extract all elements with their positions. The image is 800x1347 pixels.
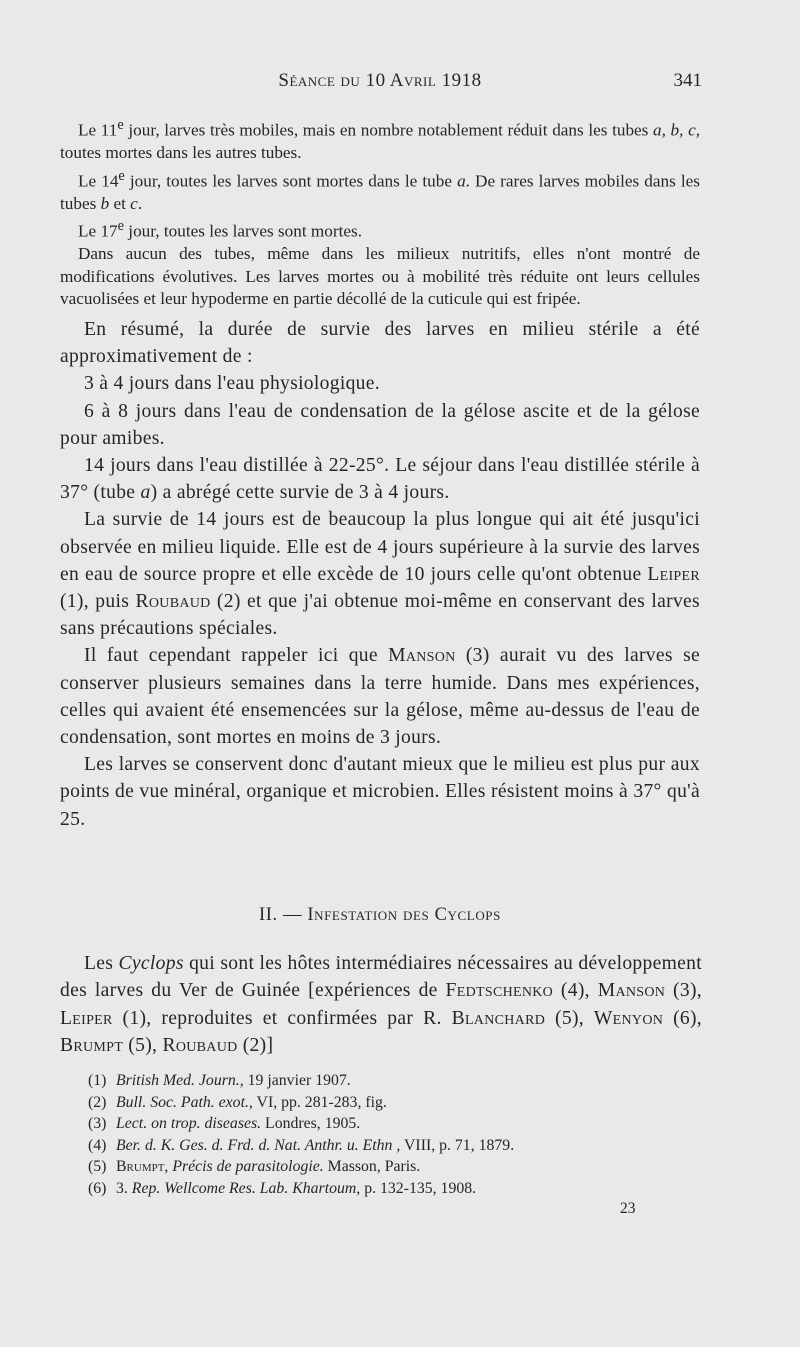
paragraph: Les larves se conservent donc d'autant mieux que le milieu est plus pur aux points de vue minéral, organique et microbien. Elles résistent moins à 37° qu'à 25. [60, 754, 700, 830]
footnote-source: Précis de parasitologie. [172, 1158, 324, 1175]
text-fragment: (5), [545, 1007, 594, 1029]
printer-signature-mark: 23 [620, 1200, 636, 1217]
text-fragment: jour, toutes les larves sont mortes dans le tube [124, 171, 458, 191]
paragraph: En résumé, la durée de survie des larves en milieu stérile a été approximativement de : [60, 319, 700, 368]
page-number: 341 [673, 70, 702, 91]
footnote-source: Bull. Soc. Path. exot., [116, 1093, 253, 1111]
footnote-detail: p. 132-135, 1908. [360, 1179, 477, 1197]
author-name: Leiper [647, 563, 700, 585]
footnote-number: (3) [88, 1115, 107, 1132]
italic-fragment: a, b, c, [653, 120, 700, 140]
text-fragment: La survie de 14 jours est de beaucoup la plus longue qui ait été jusqu'ici observée en milieu liquide. Elle est de 4 jours supérieure à la survie des larves en eau de source propre et elle excède de 10 jours celle qu'ont obtenue [60, 509, 700, 585]
text-fragment: (1), reproduites et confirmées par R. [112, 1007, 452, 1029]
text-fragment: toutes mortes dans les autres tubes. [60, 143, 302, 163]
footnote-author: Brumpt, [116, 1158, 173, 1175]
italic-fragment: a [140, 482, 151, 504]
text-fragment: jour, toutes les larves sont mortes. [124, 221, 362, 241]
italic-fragment: b [100, 193, 110, 213]
author-name: Brumpt [60, 1035, 124, 1057]
text-fragment: (3), [665, 980, 702, 1002]
author-name: Leiper [60, 1007, 113, 1029]
paragraph [60, 215, 700, 243]
footnote-number: (6) [88, 1179, 107, 1197]
footnote-detail: Londres, 1905. [261, 1115, 361, 1132]
author-name: Fedtschenko [445, 980, 554, 1002]
summary-section [60, 316, 700, 833]
running-title-month: Avril [385, 70, 442, 91]
footnote [88, 1178, 708, 1200]
footnote-number: (2) [88, 1093, 107, 1111]
footnote-detail: Masson, Paris. [323, 1158, 421, 1175]
text-fragment: Les [84, 953, 119, 974]
page-header [60, 70, 700, 100]
text-fragment: . De rares larves mobiles dans les tubes [60, 171, 700, 213]
italic-fragment: c [130, 193, 138, 213]
running-title-part1: Séance du [278, 70, 366, 91]
footnote-source: British Med. Journ., [116, 1072, 244, 1089]
footnote-prefix: 3. [116, 1179, 132, 1197]
footnote-number: (5) [88, 1158, 107, 1175]
paragraph [60, 165, 700, 216]
footnote-detail: 19 janvier 1907. [243, 1072, 351, 1089]
text-fragment: 14 [101, 171, 119, 191]
footnote [88, 1070, 708, 1092]
italic-fragment: a [457, 171, 466, 191]
text-fragment: (5), [123, 1035, 163, 1057]
section-title: Infestation des Cyclops [307, 905, 501, 925]
text-fragment: Le [78, 120, 101, 140]
paragraph: 6 à 8 jours dans l'eau de condensation de la gélose ascite et de la gélose pour amibes. [60, 400, 700, 449]
text-fragment: (1), puis [60, 591, 136, 613]
author-name: Roubaud [135, 591, 211, 613]
footnote [88, 1092, 708, 1114]
footnote [88, 1135, 708, 1157]
text-fragment: et [109, 193, 131, 213]
paragraph [60, 506, 700, 642]
section-number: II. — [259, 905, 308, 925]
text-fragment: (2)] [237, 1035, 274, 1057]
footnote-detail: VIII, p. 71, 1879. [400, 1136, 515, 1154]
text-fragment: qui sont les hôtes intermédiaires nécessaires au développement des larves du Ver de Guinée [expériences de [60, 953, 703, 1002]
running-title-year: 1918 [441, 70, 482, 91]
italic-fragment: Cyclops [118, 953, 184, 974]
author-name: Manson [388, 645, 456, 667]
footnote-source: Rep. Wellcome Res. Lab. Khartoum, [131, 1179, 361, 1197]
footnote-source: Lect. on trop. diseases. [116, 1115, 262, 1132]
author-name: Manson [597, 980, 666, 1002]
footnote [88, 1156, 708, 1178]
running-title-day: 10 [365, 70, 386, 91]
footnote-detail: VI, pp. 281-283, fig. [252, 1093, 387, 1111]
footnote-number: (4) [88, 1136, 107, 1154]
paragraph: 3 à 4 jours dans l'eau physiologique. [84, 373, 380, 395]
text-fragment: (3) aurait vu des larves se conserver plusieurs semaines dans la terre humide. Dans mes expériences, celles qui avaient été ensemencées sur la gélose, même au-dessus de l'eau de condensation, sont mortes en moins de 3 jours. [60, 645, 700, 749]
text-fragment: Il faut cependant rappeler ici que [84, 645, 389, 667]
superscript: e [118, 167, 125, 184]
paragraph [60, 452, 700, 506]
paragraph: Dans aucun des tubes, même dans les milieux nutritifs, elles n'ont montré de modifications évolutives. Les larves mortes ou à mobilité très réduite ont leurs cellules vacuolisées et leur hypoderme en partie décollé de la cuticule qui est fripée. [60, 244, 700, 309]
text-fragment: Le [78, 221, 101, 241]
footnote-number: (1) [88, 1072, 107, 1089]
paragraph [60, 114, 700, 165]
paragraph [60, 642, 700, 751]
superscript: e [117, 218, 124, 235]
text-fragment: 11 [100, 120, 118, 140]
author-name: Blanchard [451, 1007, 546, 1029]
text-fragment: jour, larves très mobiles, mais en nombre notablement réduit dans les tubes [123, 120, 654, 140]
footnote-source: Ber. d. K. Ges. d. Frd. d. Nat. Anthr. u. Ethn , [116, 1136, 401, 1154]
text-fragment: . [137, 193, 143, 213]
author-name: Roubaud [162, 1035, 238, 1057]
superscript: e [117, 117, 124, 133]
section-heading [60, 905, 700, 926]
text-fragment: (6), [663, 1007, 703, 1029]
paragraph [60, 950, 702, 1060]
text-fragment: 14 jours dans l'eau distillée à 22-25°. Le séjour dans l'eau distillée stérile à 37° (tube [60, 455, 700, 504]
author-name: Wenyon [593, 1007, 664, 1029]
text-fragment: (4), [553, 980, 598, 1002]
text-fragment: 17 [100, 221, 118, 241]
footnote [88, 1113, 708, 1135]
text-fragment: (2) et que j'ai obtenue moi-même en conservant des larves sans précautions spéciales. [60, 591, 700, 640]
section-body [60, 950, 702, 1060]
running-title [60, 70, 700, 92]
observation-notes [60, 114, 700, 310]
footnotes [88, 1070, 708, 1199]
text-fragment: ) a abrégé cette survie de 3 à 4 jours. [150, 482, 450, 504]
text-fragment: Le [78, 171, 102, 191]
